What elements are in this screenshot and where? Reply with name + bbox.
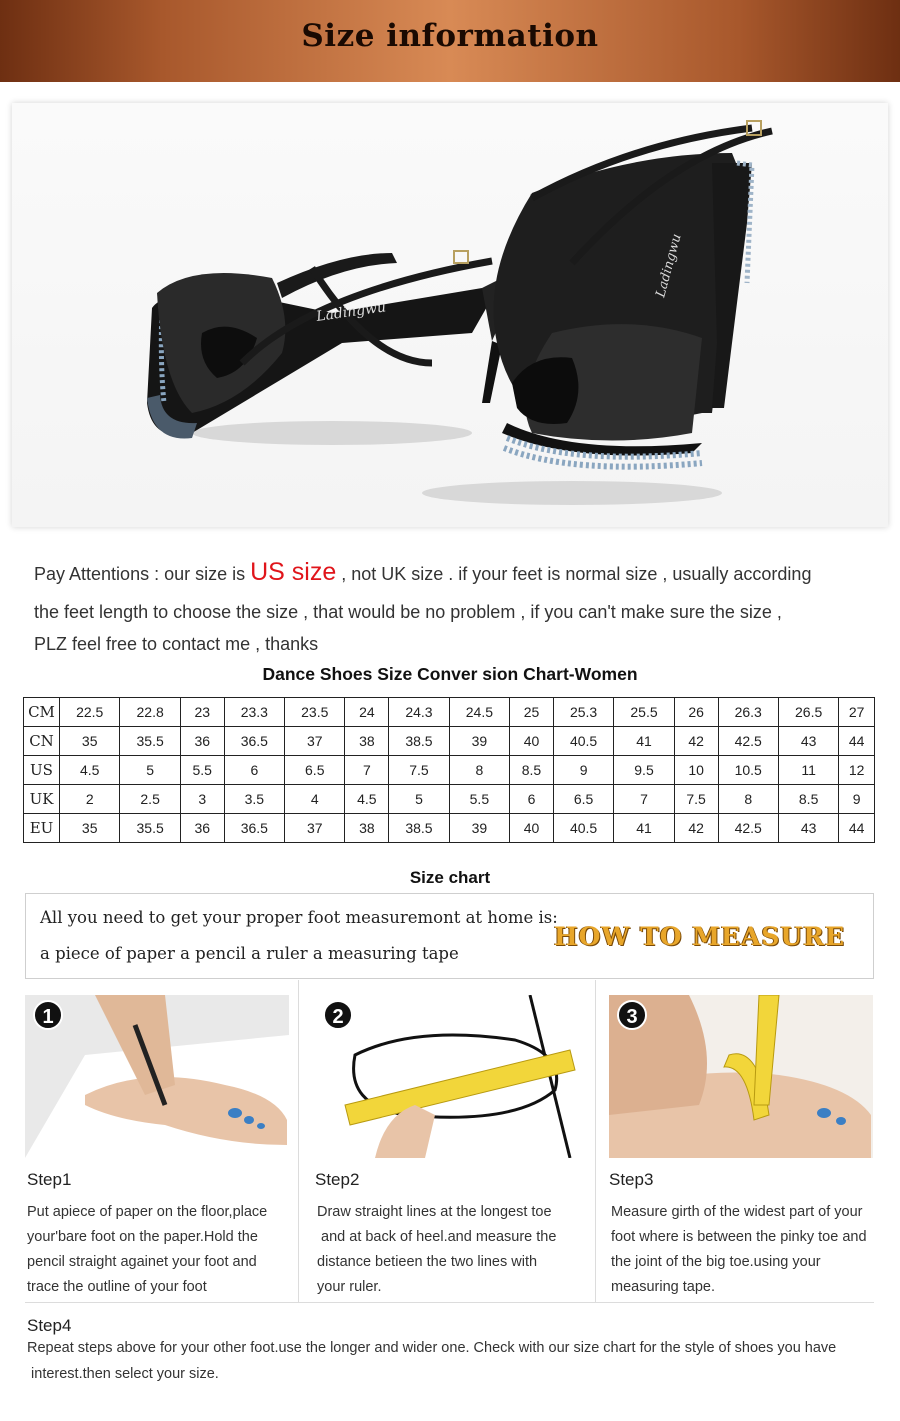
dance-shoes-illustration: [12, 103, 888, 527]
size-cell: 37: [285, 814, 345, 843]
size-cell: 8.5: [510, 756, 554, 785]
size-cell: 40: [510, 727, 554, 756]
step-3-line: the joint of the big toe.using your: [611, 1254, 821, 1270]
step-1-line: Put apiece of paper on the floor,place: [27, 1204, 268, 1220]
size-cell: 36: [180, 727, 224, 756]
size-cell: 43: [778, 814, 838, 843]
size-cell: 5.5: [180, 756, 224, 785]
step-4-line: interest.then select your size.: [27, 1366, 219, 1382]
step-3-line: foot where is between the pinky toe and: [611, 1229, 867, 1245]
size-cell: 26.3: [718, 698, 778, 727]
size-cell: 25: [510, 698, 554, 727]
size-cell: 12: [839, 756, 875, 785]
step-2-text: [317, 1200, 587, 1300]
size-cell: 23.5: [285, 698, 345, 727]
size-cell: 35: [60, 814, 120, 843]
size-cell: 36.5: [224, 727, 284, 756]
step-3-title: Step3: [609, 1170, 654, 1189]
step-2-line: distance betieen the two lines with: [317, 1254, 538, 1270]
size-cell: 40: [510, 814, 554, 843]
size-cell: 42: [674, 814, 718, 843]
size-cell: 44: [839, 814, 875, 843]
step-3-line: Measure girth of the widest part of your: [611, 1204, 863, 1220]
step-1-text: [27, 1200, 297, 1300]
size-cell: 9: [553, 756, 613, 785]
size-cell: 37: [285, 727, 345, 756]
step-1-line: trace the outline of your foot: [27, 1279, 207, 1295]
size-cell: 7.5: [674, 785, 718, 814]
size-cell: 44: [839, 727, 875, 756]
header-banner: [0, 0, 900, 82]
size-cell: 6.5: [553, 785, 613, 814]
size-cell: 42.5: [718, 814, 778, 843]
size-cell: 7: [614, 785, 674, 814]
step-1-number-badge: 1: [33, 1000, 63, 1030]
size-cell: 9.5: [614, 756, 674, 785]
size-cell: 6: [224, 756, 284, 785]
size-cell: 27: [839, 698, 875, 727]
column-divider: [298, 980, 299, 1302]
step-4-title: Step4: [27, 1316, 72, 1335]
size-cell: 11: [778, 756, 838, 785]
size-cell: 35.5: [120, 814, 180, 843]
measure-intro-line-1: All you need to get your proper foot measuremont at home is:: [40, 908, 558, 927]
step-1-title: Step1: [27, 1170, 72, 1189]
step-2-title: Step2: [315, 1170, 360, 1189]
size-cell: 38: [345, 727, 389, 756]
step-3-photo: [609, 995, 873, 1158]
size-cell: 9: [839, 785, 875, 814]
size-cell: 42.5: [718, 727, 778, 756]
attention-line-1: [34, 558, 811, 587]
size-cell: 22.5: [60, 698, 120, 727]
size-cell: 23.3: [224, 698, 284, 727]
size-cell: 4.5: [345, 785, 389, 814]
step-2-line: and at back of heel.and measure the: [317, 1229, 557, 1245]
step-2-number-badge: 2: [323, 1000, 353, 1030]
size-cell: 2.5: [120, 785, 180, 814]
step-2-line: Draw straight lines at the longest toe: [317, 1204, 552, 1220]
size-cell: 3: [180, 785, 224, 814]
size-conversion-table: [23, 697, 875, 843]
step-1-line: your'bare foot on the paper.Hold the: [27, 1229, 258, 1245]
size-cell: 42: [674, 727, 718, 756]
step-3-line: measuring tape.: [611, 1279, 715, 1295]
size-cell: 2: [60, 785, 120, 814]
size-cell: 40.5: [553, 727, 613, 756]
size-row-cm: [24, 698, 875, 727]
brand-logo-left: Ladingwu: [315, 299, 387, 325]
size-cell: 38: [345, 814, 389, 843]
size-row-us: [24, 756, 875, 785]
us-size-highlight: US size: [250, 558, 337, 586]
size-cell: 8: [449, 756, 509, 785]
size-row-eu: [24, 814, 875, 843]
size-cell: 8.5: [778, 785, 838, 814]
step-3-text: [611, 1200, 881, 1300]
size-cell: 4: [285, 785, 345, 814]
size-cell: 24: [345, 698, 389, 727]
size-cell: 10: [674, 756, 718, 785]
size-cell: 41: [614, 727, 674, 756]
size-cell: 26.5: [778, 698, 838, 727]
step-2-line: your ruler.: [317, 1279, 382, 1295]
size-cell: 6: [510, 785, 554, 814]
size-cell: 40.5: [553, 814, 613, 843]
size-cell: 25.3: [553, 698, 613, 727]
size-cell: 5.5: [449, 785, 509, 814]
size-cell: 10.5: [718, 756, 778, 785]
size-row-uk: [24, 785, 875, 814]
size-cell: 7.5: [389, 756, 449, 785]
product-photo: [12, 103, 888, 527]
size-row-label: CN: [24, 727, 60, 756]
size-row-label: EU: [24, 814, 60, 843]
size-cell: 36.5: [224, 814, 284, 843]
attention-line-2: the feet length to choose the size , that would be no problem , if you can't make sure the size ,: [34, 602, 782, 622]
size-cell: 7: [345, 756, 389, 785]
size-cell: 35: [60, 727, 120, 756]
size-cell: 25.5: [614, 698, 674, 727]
size-cell: 41: [614, 814, 674, 843]
brand-logo-right: Ladingwu: [653, 232, 685, 300]
size-cell: 5: [389, 785, 449, 814]
step-1-photo: [25, 995, 289, 1158]
step-2-photo: [315, 995, 579, 1158]
size-row-label: US: [24, 756, 60, 785]
size-table-title: Dance Shoes Size Conver sion Chart-Women: [262, 664, 638, 684]
size-cell: 24.3: [389, 698, 449, 727]
attention-line-3: PLZ feel free to contact me , thanks: [34, 634, 319, 654]
size-cell: 39: [449, 814, 509, 843]
size-chart-title: Size chart: [409, 868, 491, 887]
size-cell: 4.5: [60, 756, 120, 785]
size-cell: 5: [120, 756, 180, 785]
attention-suffix: , not UK size . if your feet is normal size , usually according: [336, 564, 812, 584]
how-to-measure-heading: HOW TO MEASURE: [554, 922, 846, 951]
page-title: Size information: [301, 18, 599, 54]
step-4-line: Repeat steps above for your other foot.use the longer and wider one. Check with our size chart for the style of shoes you have: [27, 1340, 837, 1356]
size-row-cn: [24, 727, 875, 756]
size-cell: 26: [674, 698, 718, 727]
size-cell: 38.5: [389, 814, 449, 843]
size-cell: 36: [180, 814, 224, 843]
size-row-label: CM: [24, 698, 60, 727]
step-4-text: [27, 1335, 877, 1387]
step-1-line: pencil straight againet your foot and: [27, 1254, 257, 1270]
step-3-number-badge: 3: [617, 1000, 647, 1030]
size-cell: 38.5: [389, 727, 449, 756]
size-cell: 6.5: [285, 756, 345, 785]
size-cell: 22.8: [120, 698, 180, 727]
measure-intro-line-2: a piece of paper a pencil a ruler a measuring tape: [40, 944, 459, 963]
size-row-label: UK: [24, 785, 60, 814]
size-cell: 35.5: [120, 727, 180, 756]
section-divider: [25, 1302, 874, 1303]
column-divider: [595, 980, 596, 1302]
size-cell: 23: [180, 698, 224, 727]
measure-intro-box: [25, 893, 874, 979]
size-cell: 43: [778, 727, 838, 756]
size-cell: 8: [718, 785, 778, 814]
size-cell: 24.5: [449, 698, 509, 727]
size-cell: 3.5: [224, 785, 284, 814]
size-cell: 39: [449, 727, 509, 756]
attention-prefix: Pay Attentions : our size is: [34, 564, 251, 584]
